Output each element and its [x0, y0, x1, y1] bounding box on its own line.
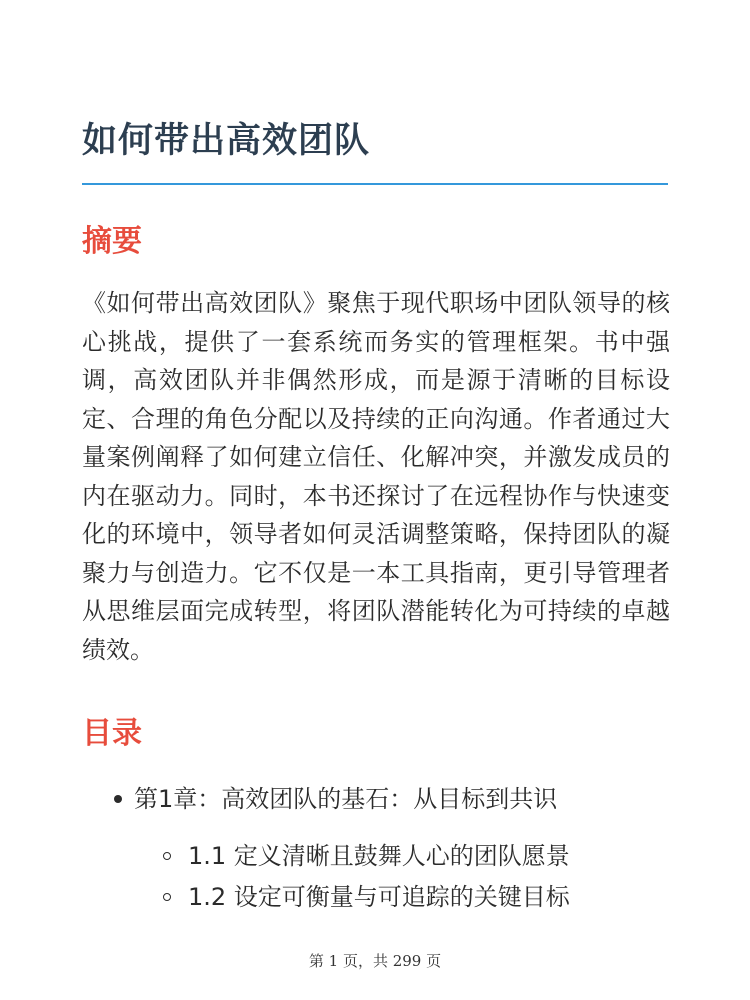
summary-heading: 摘要 [82, 224, 142, 259]
bullet-circle-icon [163, 893, 171, 901]
bullet-circle-icon [163, 852, 171, 860]
toc-section-1-1-label: 1.1 定义清晰且鼓舞人心的团队愿景 [188, 842, 570, 870]
toc-section-1-2-label: 1.2 设定可衡量与可追踪的关键目标 [188, 883, 570, 911]
summary-paragraph: 《如何带出高效团队》聚焦于现代职场中团队领导的核心挑战，提供了一套系统而务实的管理框架。书中强调，高效团队并非偶然形成，而是源于清晰的目标设定、合理的角色分配以及持续的正向沟通。作者通过大量案例阐释了如何建立信任、化解冲突，并激发成员的内在驱动力。同时，本书还探讨了在远程协作与快速变化的环境中，领导者如何灵活调整策略，保持团队的凝聚力与创造力。它不仅是一本工具指南，更引导管理者从思维层面完成转型，将团队潜能转化为可持续的卓越绩效。 [82, 289, 670, 664]
title-divider [82, 183, 668, 185]
page-number-footer: 第 1 页，共 299 页 [308, 952, 442, 970]
toc-heading: 目录 [82, 716, 142, 751]
bullet-dot-icon [114, 795, 122, 803]
document-title: 如何带出高效团队 [82, 121, 371, 161]
toc-chapter-1-label: 第1章：高效团队的基石：从目标到共识 [134, 785, 558, 813]
